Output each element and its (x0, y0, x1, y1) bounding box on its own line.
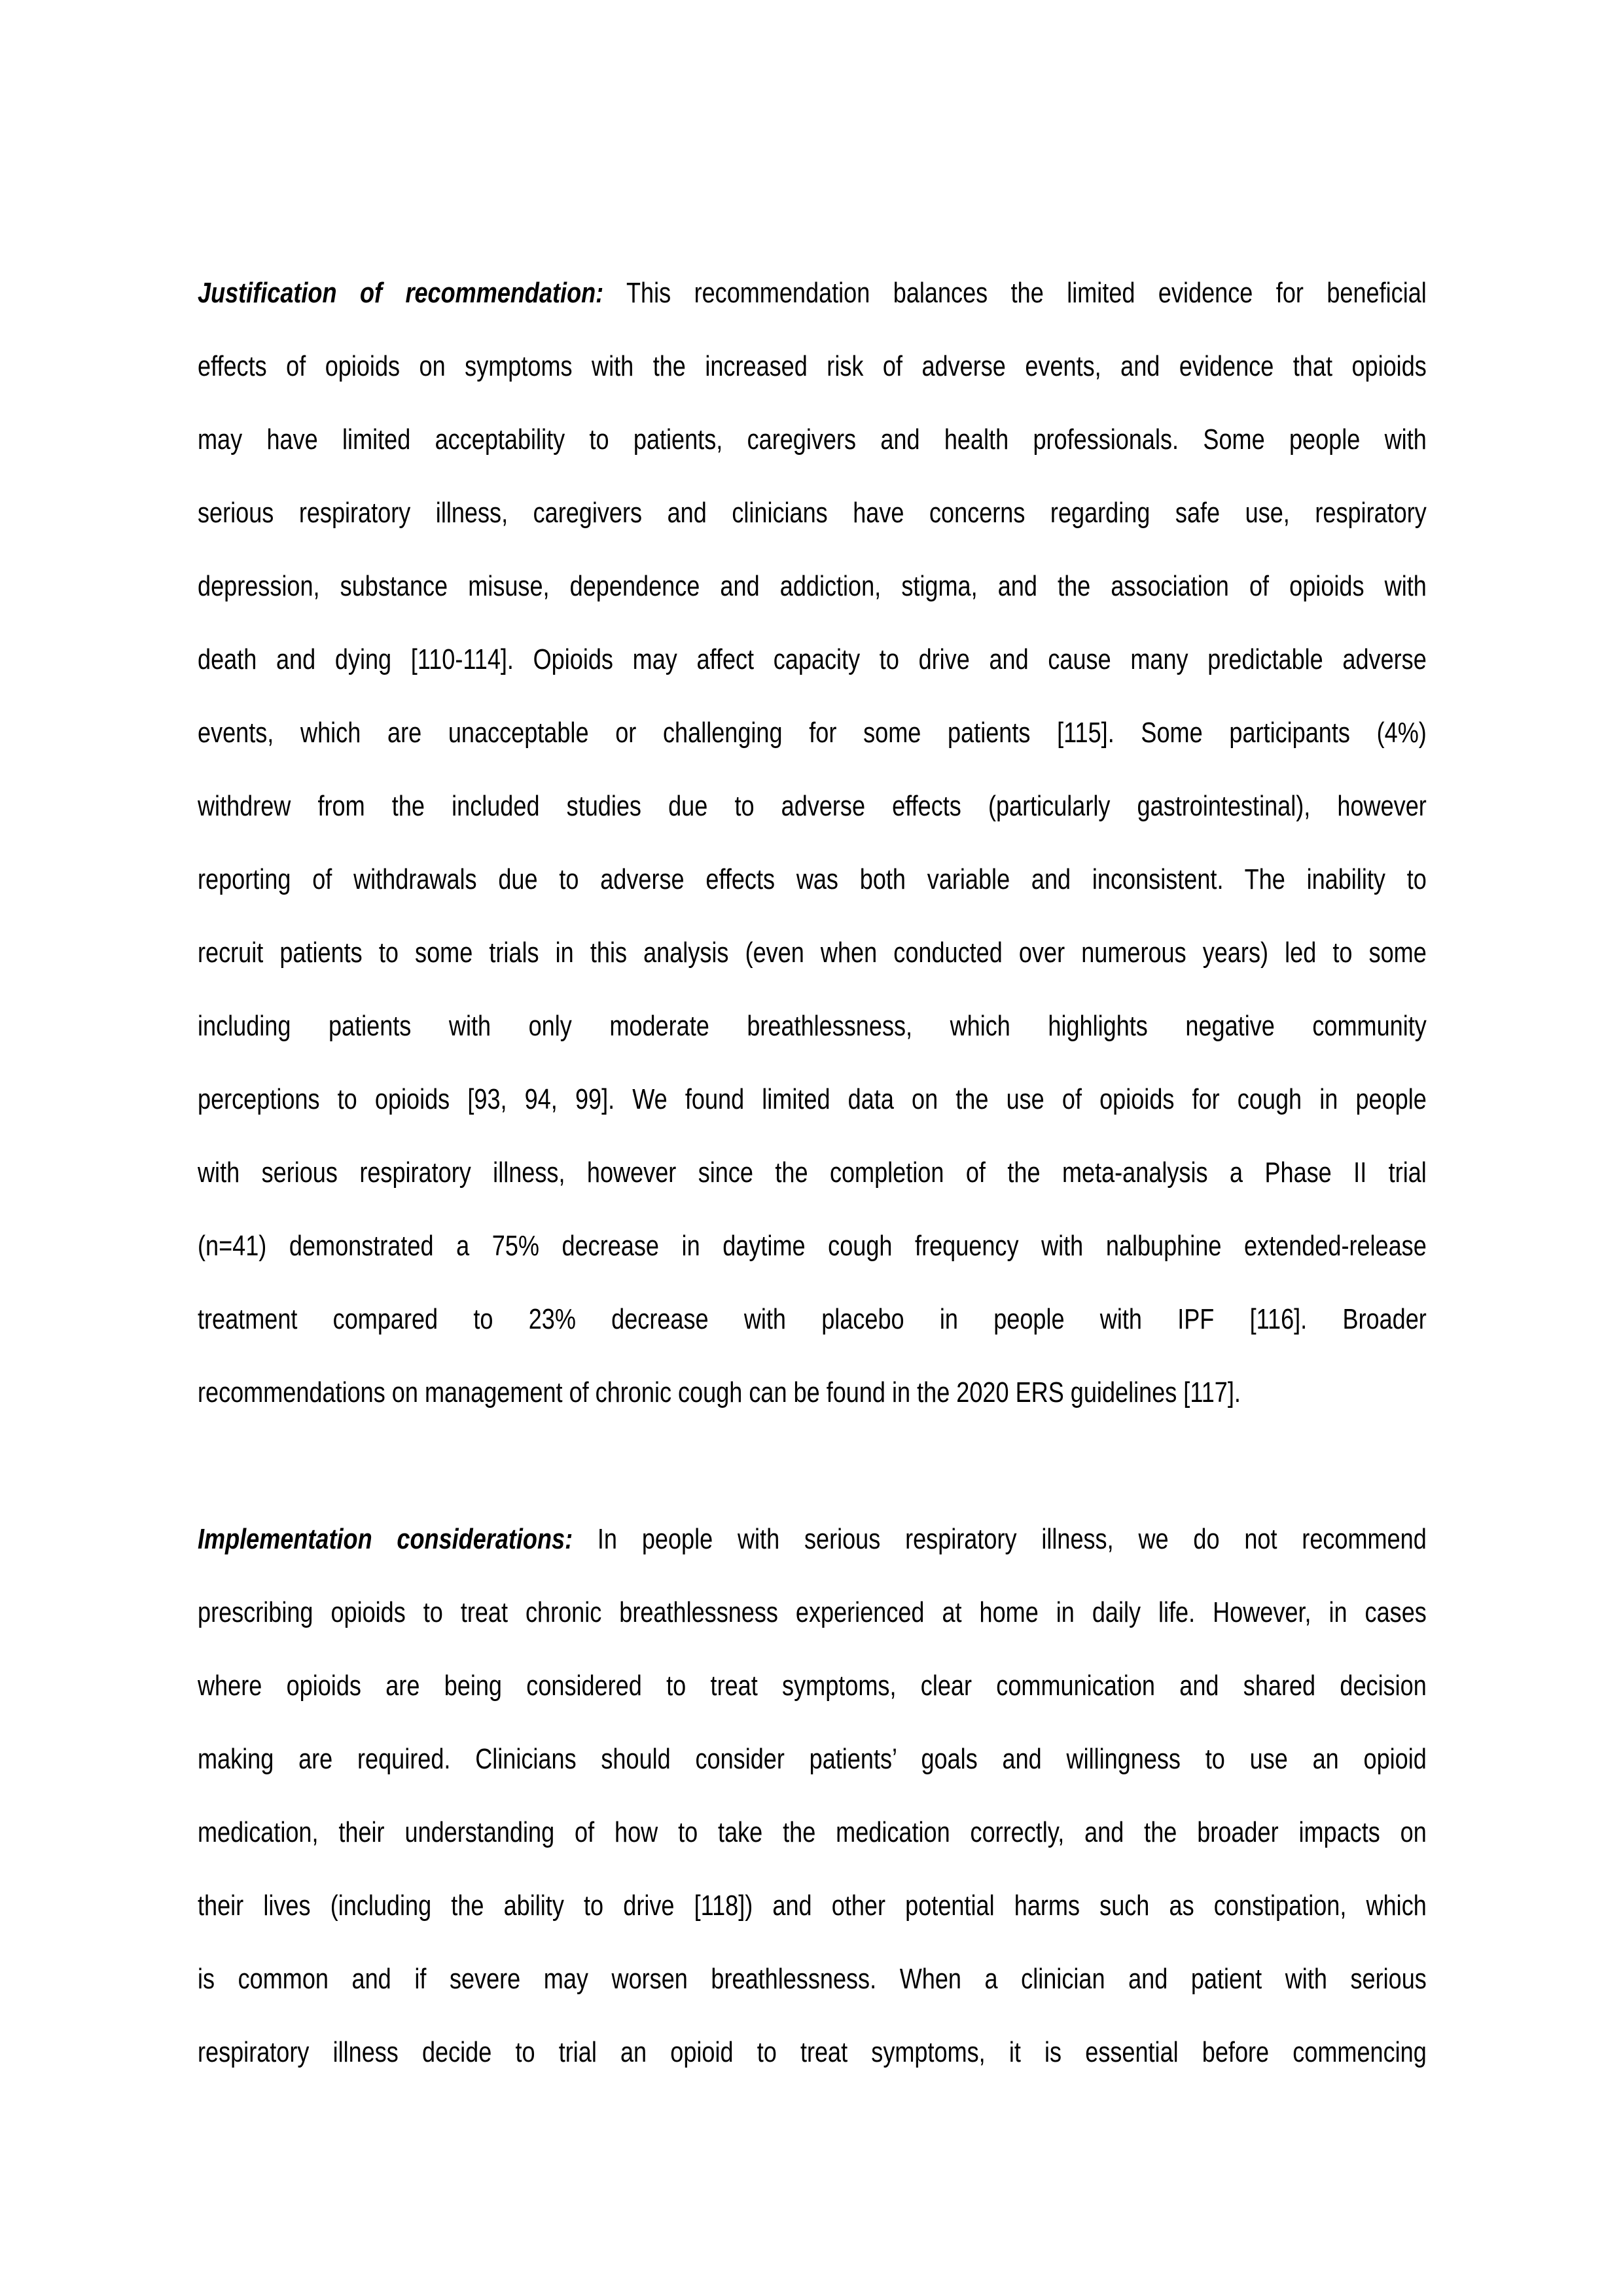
text-line: including patients with only moderate breathlessness, which highlights negative community (198, 1010, 1427, 1042)
text-line: respiratory illness decide to trial an opioid to treat symptoms, it is essential before commencing (198, 2036, 1427, 2068)
paragraph-heading: Justification of recommendation: (198, 277, 604, 309)
text-line: medication, their understanding of how to take the medication correctly, and the broader impacts on (198, 1816, 1427, 1848)
text-line: recommendations on management of chronic cough can be found in the 2020 ERS guidelines [117]. (198, 1376, 1241, 1408)
text-line: with serious respiratory illness, however since the completion of the meta-analysis a Phase II trial (198, 1157, 1427, 1189)
line-text: This recommendation balances the limited evidence for beneficial (626, 277, 1427, 309)
section-implementation (198, 1503, 1427, 2089)
text-line: prescribing opioids to treat chronic breathlessness experienced at home in daily life. However, in cases (198, 1596, 1427, 1628)
line-text: In people with serious respiratory illness, we do not recommend (597, 1523, 1427, 1555)
page-content (198, 257, 1425, 2089)
text-line: making are required. Clinicians should consider patients’ goals and willingness to use an opioid (198, 1743, 1427, 1775)
text-line: their lives (including the ability to drive [118]) and other potential harms such as constipation, which (198, 1890, 1427, 1922)
text-line: is common and if severe may worsen breathlessness. When a clinician and patient with serious (198, 1963, 1427, 1995)
text-line (198, 1503, 1427, 1576)
text-line: effects of opioids on symptoms with the increased risk of adverse events, and evidence that opioids (198, 350, 1427, 382)
text-line: events, which are unacceptable or challenging for some patients [115]. Some participants (4%) (198, 717, 1427, 749)
text-line: reporting of withdrawals due to adverse effects was both variable and inconsistent. The inability to (198, 863, 1427, 895)
paragraph-heading: Implementation considerations: (198, 1523, 573, 1555)
text-line: perceptions to opioids [93, 94, 99]. We found limited data on the use of opioids for cough in people (198, 1083, 1427, 1115)
text-line: may have limited acceptability to patients, caregivers and health professionals. Some people with (198, 423, 1427, 456)
text-line: where opioids are being considered to treat symptoms, clear communication and shared decision (198, 1670, 1427, 1702)
text-line: death and dying [110-114]. Opioids may affect capacity to drive and cause many predictable adverse (198, 643, 1427, 675)
text-line: recruit patients to some trials in this analysis (even when conducted over numerous years) led to some (198, 937, 1427, 969)
text-line: treatment compared to 23% decrease with placebo in people with IPF [116]. Broader (198, 1303, 1427, 1335)
section-justification (198, 257, 1427, 1429)
text-line: depression, substance misuse, dependence and addiction, stigma, and the association of opioids with (198, 570, 1427, 602)
text-line: (n=41) demonstrated a 75% decrease in daytime cough frequency with nalbuphine extended-release (198, 1230, 1427, 1262)
text-line: serious respiratory illness, caregivers and clinicians have concerns regarding safe use, respiratory (198, 497, 1427, 529)
text-line (198, 257, 1427, 330)
text-line: withdrew from the included studies due to adverse effects (particularly gastrointestinal), however (198, 790, 1427, 822)
